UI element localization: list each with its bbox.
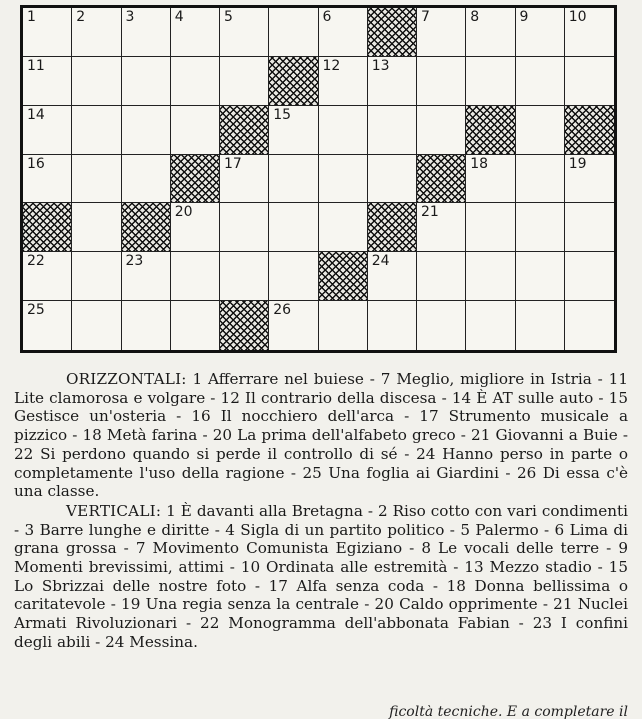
clue-number: 26	[273, 302, 292, 319]
grid-cell[interactable]	[23, 106, 72, 155]
clue-number: 24	[371, 253, 390, 270]
grid-cell[interactable]	[23, 155, 72, 204]
down-clues	[14, 502, 628, 652]
black-cell	[171, 155, 220, 204]
across-clues	[14, 370, 628, 501]
clue-number: 21	[421, 204, 439, 221]
grid-cell[interactable]	[171, 301, 220, 350]
clue-number: 2	[76, 9, 86, 25]
clue-number: 19	[568, 155, 587, 172]
grid-cell[interactable]	[516, 8, 565, 57]
clue-number: 25	[27, 302, 45, 319]
grid-cell[interactable]	[368, 106, 417, 155]
grid-cell[interactable]	[171, 57, 220, 106]
grid-cell[interactable]	[417, 8, 466, 57]
grid-cell[interactable]	[417, 203, 466, 252]
grid-cell[interactable]	[72, 301, 121, 350]
grid-cell[interactable]	[72, 203, 121, 252]
grid-cell[interactable]	[319, 301, 368, 350]
grid-cell[interactable]	[122, 252, 171, 301]
clue-number: 6	[322, 9, 332, 25]
grid-cell[interactable]	[565, 57, 614, 106]
clue-number: 1	[27, 9, 36, 25]
clue-number: 22	[27, 253, 45, 270]
grid-cell[interactable]	[72, 57, 121, 106]
grid-cell[interactable]	[220, 203, 269, 252]
grid-cell[interactable]	[368, 301, 417, 350]
clue-number: 17	[224, 155, 242, 172]
clue-number: 9	[519, 9, 529, 25]
grid-cell[interactable]	[269, 252, 318, 301]
grid-cell[interactable]	[269, 301, 318, 350]
grid-cell[interactable]	[417, 57, 466, 106]
grid-cell[interactable]	[565, 155, 614, 204]
grid-cell[interactable]	[417, 106, 466, 155]
clue-number: 8	[470, 9, 480, 25]
grid-cell[interactable]	[171, 203, 220, 252]
clue-number: 20	[174, 204, 193, 221]
crossword-grid	[20, 5, 617, 353]
grid-cell[interactable]	[466, 203, 515, 252]
down-clue-text: 1 È davanti alla Bretagna - 2 Riso cotto con vari condimenti - 3 Barre lunghe e diritte - 4 Sigla di un partito politico - 5 Palermo - 6 Lima di grana grossa - 7 Movimento Comunista Egiziano - 8 Le vocali delle terre - 9 Momenti brevissimi, attimi - 10 Ordinata alle estremità - 13 Mezzo stadio - 15 Lo Sbrizzai delle nostre foto - 17 Alfa senza coda - 18 Donna bellissima o caritatevole - 19 Una regia senza la centrale - 20 Caldo opprimente - 21 Nuclei Armati Rivoluzionari - 22 Monogramma dell'abbonata Fabian - 23 I confini degli abili - 24 Messina.	[14, 501, 629, 651]
black-cell	[319, 252, 368, 301]
grid-cell[interactable]	[269, 203, 318, 252]
grid-cell[interactable]	[466, 155, 515, 204]
grid-cell[interactable]	[72, 252, 121, 301]
clue-number: 14	[27, 106, 45, 123]
grid-cell[interactable]	[220, 8, 269, 57]
grid-cell[interactable]	[122, 155, 171, 204]
grid-cell[interactable]	[417, 301, 466, 350]
grid-cell[interactable]	[220, 155, 269, 204]
grid-cell[interactable]	[516, 155, 565, 204]
clue-number: 12	[322, 57, 341, 74]
grid-cell[interactable]	[122, 57, 171, 106]
black-cell	[220, 301, 269, 350]
black-cell	[466, 106, 515, 155]
grid-cell[interactable]	[516, 301, 565, 350]
clue-number: 11	[27, 57, 45, 74]
black-cell	[417, 155, 466, 204]
clue-number: 16	[27, 155, 45, 172]
cut-off-next-text: ficoltà tecniche. E a completare il	[389, 705, 628, 719]
black-cell	[122, 203, 171, 252]
grid-cell[interactable]	[466, 8, 515, 57]
clue-number: 7	[421, 9, 430, 25]
clue-number: 18	[470, 155, 489, 172]
grid-cell[interactable]	[269, 8, 318, 57]
clues-section	[14, 370, 628, 652]
grid-cell[interactable]	[565, 252, 614, 301]
grid-cell[interactable]	[269, 106, 318, 155]
grid-cell[interactable]	[72, 8, 121, 57]
grid-cell[interactable]	[565, 8, 614, 57]
black-cell	[269, 57, 318, 106]
grid-cell[interactable]	[565, 301, 614, 350]
clue-number: 23	[125, 253, 144, 270]
grid-cell[interactable]	[23, 252, 72, 301]
grid-cell[interactable]	[319, 8, 368, 57]
clue-number: 13	[371, 57, 390, 74]
grid-cell[interactable]	[516, 57, 565, 106]
grid-cell[interactable]	[466, 57, 515, 106]
grid-cell[interactable]	[23, 57, 72, 106]
grid-cell[interactable]	[466, 301, 515, 350]
grid-cell[interactable]	[122, 106, 171, 155]
grid-cell[interactable]	[171, 106, 220, 155]
grid-cell[interactable]	[269, 155, 318, 204]
black-cell	[368, 203, 417, 252]
grid-cell[interactable]	[417, 252, 466, 301]
grid-cell[interactable]	[368, 252, 417, 301]
grid-cell[interactable]	[565, 203, 614, 252]
grid-cell[interactable]	[72, 106, 121, 155]
grid-cell[interactable]	[23, 301, 72, 350]
grid-cell[interactable]	[319, 57, 368, 106]
clue-number: 4	[174, 9, 184, 25]
black-cell	[565, 106, 614, 155]
black-cell	[23, 203, 72, 252]
grid-cell[interactable]	[319, 155, 368, 204]
clue-number: 5	[224, 9, 233, 25]
grid-cell[interactable]	[368, 57, 417, 106]
across-heading: ORIZZONTALI:	[66, 370, 187, 388]
grid-cell[interactable]	[516, 203, 565, 252]
grid-cell[interactable]	[368, 155, 417, 204]
grid-cell[interactable]	[319, 203, 368, 252]
grid-cell[interactable]	[171, 252, 220, 301]
grid-cell[interactable]	[466, 252, 515, 301]
grid-cell[interactable]	[220, 57, 269, 106]
grid-cell[interactable]	[516, 106, 565, 155]
black-cell	[220, 106, 269, 155]
grid-cell[interactable]	[122, 301, 171, 350]
black-cell	[368, 8, 417, 57]
down-heading: VERTICALI:	[66, 501, 162, 520]
grid-cell[interactable]	[72, 155, 121, 204]
grid-cell[interactable]	[122, 8, 171, 57]
clue-number: 3	[125, 9, 135, 25]
clue-number: 10	[568, 9, 587, 25]
grid-cell[interactable]	[23, 8, 72, 57]
grid-cell[interactable]	[220, 252, 269, 301]
grid-cell[interactable]	[516, 252, 565, 301]
grid-cell[interactable]	[171, 8, 220, 57]
clue-number: 15	[273, 106, 292, 123]
across-clue-text: 1 Afferrare nel buiese - 7 Meglio, migliore in Istria - 11 Lite clamorosa e volgare - 12 Il contrario della discesa - 14 È AT sulle auto - 15 Gestisce un'osteria - 16 Il nocchiero dell'arca - 17 Strumento musicale a pizzico - 18 Metà farina - 20 La prima dell'alfabeto greco - 21 Giovanni a Buie - 22 Si perdono quando si perde il controllo di sé - 24 Hanno perso in parte o completamente l'uso della ragione - 25 Una foglia ai Giardini - 26 Di essa c'è una classe.	[14, 370, 628, 501]
grid-cell[interactable]	[319, 106, 368, 155]
